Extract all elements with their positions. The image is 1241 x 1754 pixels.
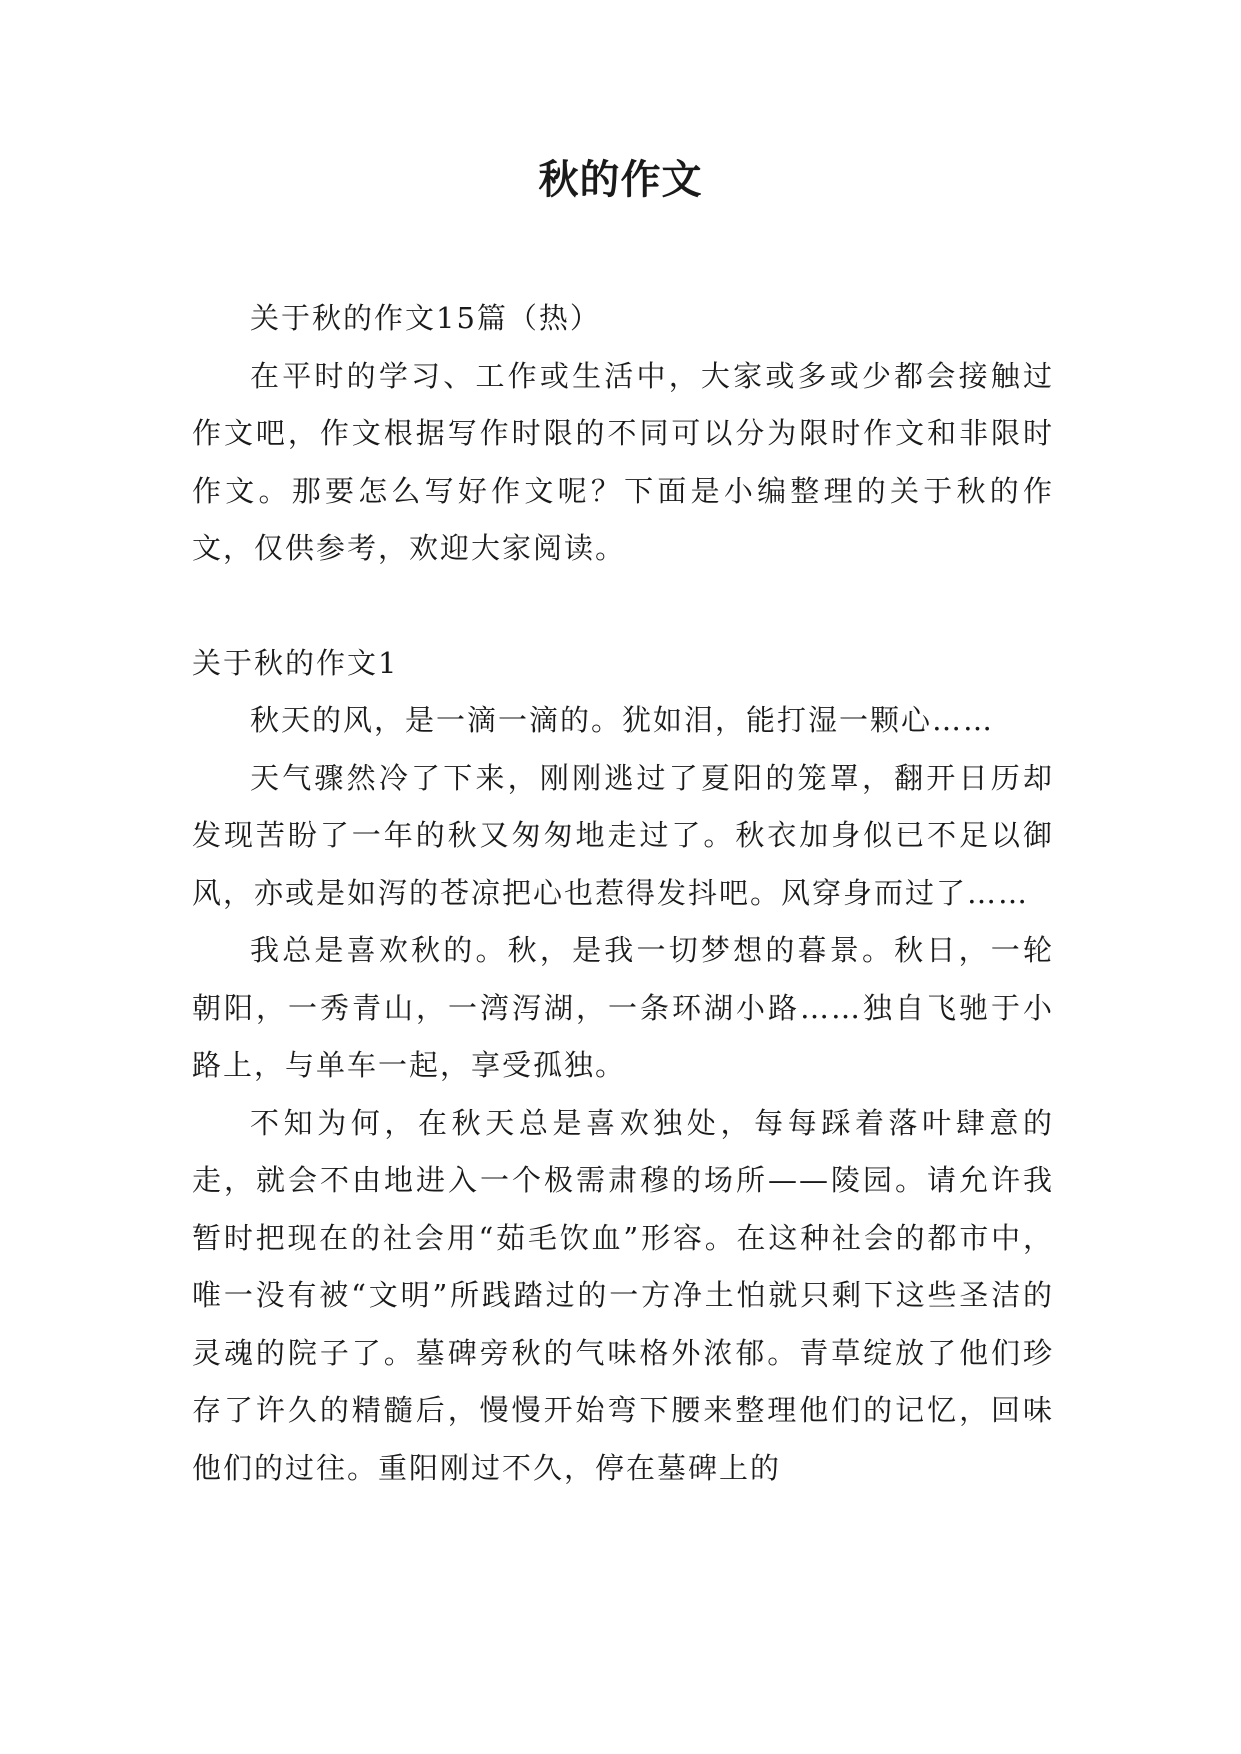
intro-paragraph: 在平时的学习、工作或生活中，大家或多或少都会接触过作文吧，作文根据写作时限的不同可以分为限时作文和非限时作文。那要怎么写好作文呢？下面是小编整理的关于秋的作文，仅供参考，欢迎大家阅读。 [192, 358, 1054, 565]
document-body [192, 290, 1054, 1497]
body-paragraph: 不知为何，在秋天总是喜欢独处，每每踩着落叶肆意的走，就会不由地进入一个极需肃穆的场所——陵园。请允许我暂时把现在的社会用“茹毛饮血”形容。在这种社会的都市中，唯一没有被“文明”所践踏过的一方净土怕就只剩下这些圣洁的灵魂的院子了。墓碑旁秋的气味格外浓郁。青草绽放了他们珍存了许久的精髓后，慢慢开始弯下腰来整理他们的记忆，回味他们的过往。重阳刚过不久，停在墓碑上的 [192, 1105, 1054, 1485]
body-paragraph: 秋天的风，是一滴一滴的。犹如泪，能打湿一颗心…… [250, 703, 995, 737]
document-title: 秋的作文 [538, 157, 703, 203]
section-spacer [192, 578, 1054, 635]
body-paragraph: 天气骤然冷了下来，刚刚逃过了夏阳的笼罩，翻开日历却发现苦盼了一年的秋又匆匆地走过了。秋衣加身似已不足以御风，亦或是如泻的苍凉把心也惹得发抖吧。风穿身而过了…… [192, 760, 1054, 910]
subtitle-line: 关于秋的作文15篇（热） [250, 301, 601, 335]
body-paragraph: 我总是喜欢秋的。秋，是我一切梦想的暮景。秋日，一轮朝阳，一秀青山，一湾泻湖，一条环湖小路……独自飞驰于小路上，与单车一起，享受孤独。 [192, 933, 1054, 1082]
section-heading: 关于秋的作文1 [192, 645, 399, 680]
